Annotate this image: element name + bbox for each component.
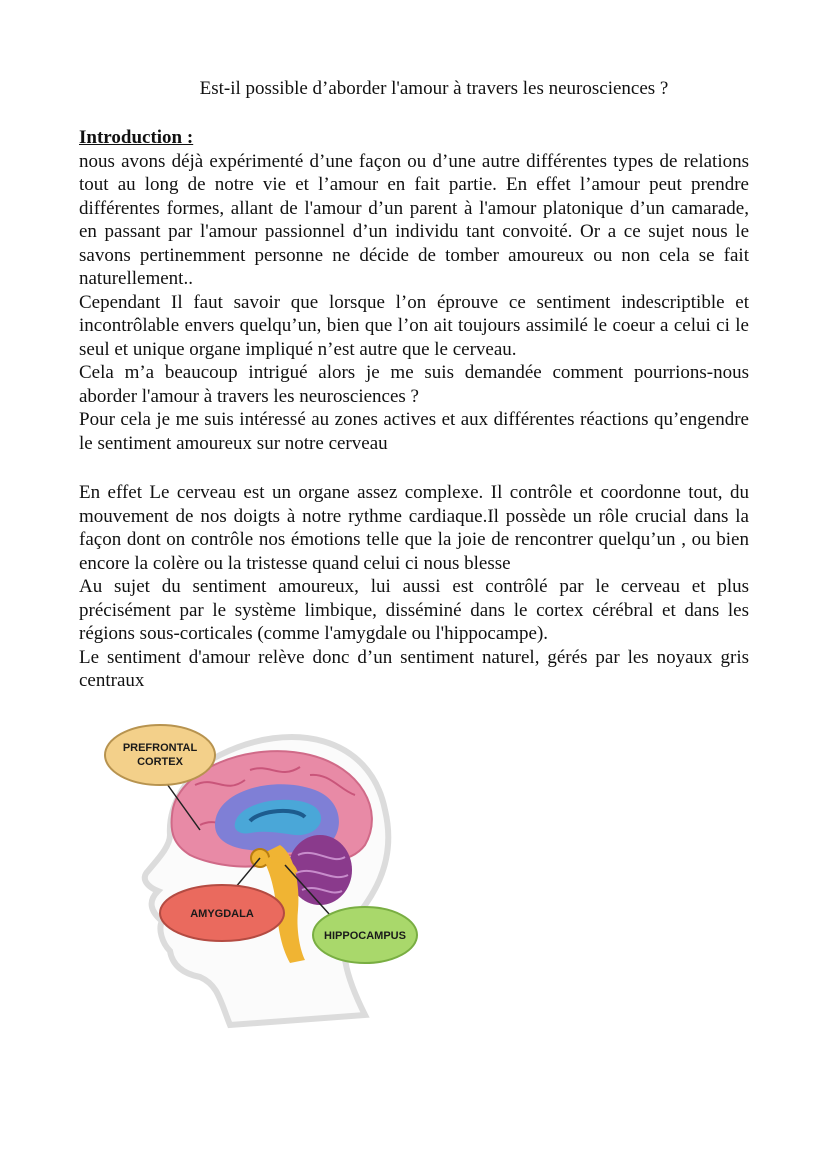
paragraph-intro-3: Cela m’a beaucoup intrigué alors je me suis demandée comment pourrions-nous aborder l'amour à travers les neurosciences ? — [79, 362, 749, 407]
prefrontal-label-line1: PREFRONTAL — [122, 742, 198, 754]
introduction-heading: Introduction : — [79, 127, 194, 148]
prefrontal-bubble — [105, 725, 215, 785]
document-title: Est-il possible d’aborder l'amour à travers les neurosciences ? — [199, 78, 669, 99]
prefrontal-label-line2: CORTEX — [137, 756, 183, 768]
paragraph-brain-1: En effet Le cerveau est un organe assez complexe. Il contrôle et coordonne tout, du mouvement de nos doigts à notre rythme cardiaque.Il possède un rôle crucial dans la façon dont on contrôle nos émotions telle que la joie de rencontrer quelqu’un , ou bien encore la colère ou la tristesse quand celui ci nous blesse — [79, 482, 749, 574]
amygdala-label: AMYGDALA — [190, 908, 254, 920]
brain-diagram — [100, 715, 430, 1045]
paragraph-brain-3: Le sentiment d'amour relève donc d’un sentiment naturel, gérés par les noyaux gris centraux — [79, 646, 749, 691]
introduction-section — [79, 126, 749, 455]
brain-section — [79, 481, 749, 693]
paragraph-intro-1: nous avons déjà expérimenté d’une façon ou d’une autre différentes types de relations tout au long de notre vie et l’amour en fait partie. En effet l’amour peut prendre différentes formes, allant de l'amour d’un parent à l'amour platonique d’un camarade, en passant par l'amour passionnel d’un individu tant convoité. Or a ce sujet nous le savons pertinemment personne ne décide de tomber amoureux ou non cela se fait naturellement.. — [79, 150, 749, 289]
paragraph-brain-2: Au sujet du sentiment amoureux, lui aussi est contrôlé par le cerveau et plus précisément par le système limbique, disséminé dans le cortex cérébral et dans les régions sous-corticales (comme l'amygdale ou l'hippocampe). — [79, 576, 749, 644]
paragraph-intro-4: Pour cela je me suis intéressé au zones actives et aux différentes réactions qu’engendre le sentiment amoureux sur notre cerveau — [79, 409, 749, 454]
hippocampus-label: HIPPOCAMPUS — [324, 930, 406, 942]
paragraph-intro-2: Cependant Il faut savoir que lorsque l’on éprouve ce sentiment indescriptible et incontrôlable envers quelqu’un, bien que l’on ait toujours assimilé le coeur a celui ci le seul et unique organe impliqué n’est autre que le cerveau. — [79, 291, 749, 360]
